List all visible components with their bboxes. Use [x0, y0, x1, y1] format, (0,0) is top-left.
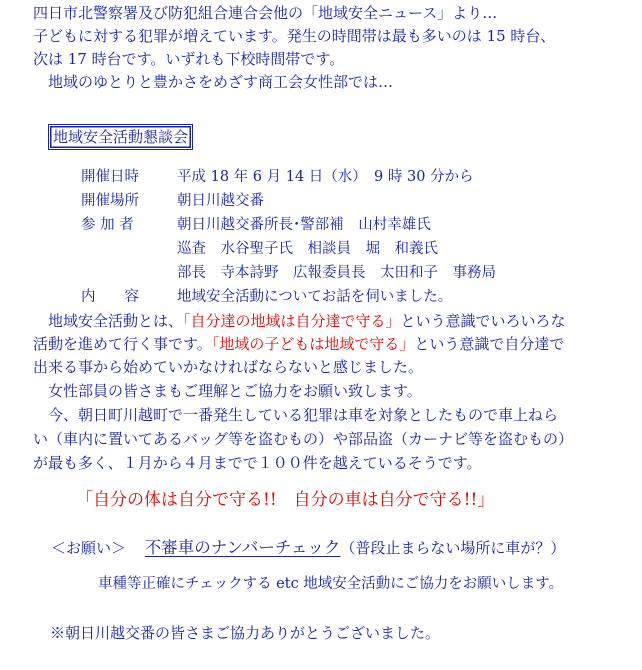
attendee-line-3: 部長 寺本詩野 広報委員長 太田和子 事務局 [177, 265, 496, 281]
content-value: 地域安全活動についてお話を伺いました。 [177, 289, 453, 305]
body-line-4: 女性部員の皆さまもご理解とご協力をお願い致します。 [33, 382, 422, 400]
body-text: 活動を進めて行く事です。 [33, 335, 212, 353]
body-text: という意識で自分達で [414, 335, 565, 353]
quote-own-area: 「自分達の地域は自分達で守る」 [183, 312, 401, 330]
body-line-2 [33, 335, 564, 353]
place-value: 朝日川越交番 [177, 193, 264, 209]
meeting-title: 地域安全活動懇談会 [48, 124, 193, 150]
attendee-line-2: 巡査 水谷聖子氏 相談員 堀 和義氏 [177, 241, 438, 257]
intro-line-2: 子どもに対する犯罪が増えています。発生の時間帯は最も多いのは 15 時台、 [33, 27, 556, 45]
body-line-5: 今、朝日町川越町で一番発生している犯罪は車を対象としたもので車上ねら [33, 406, 559, 424]
quote-children: 「地域の子どもは地域で守る」 [211, 335, 415, 353]
request-detail: 車種等正確にチェックする etc 地域安全活動にご協力をお願いします。 [98, 576, 564, 592]
body-line-1 [33, 312, 566, 330]
intro-line-1: 四日市北警察署及び防犯組合連合会他の「地域安全ニュース」より… [33, 4, 498, 22]
request-line [51, 539, 565, 557]
intro-line-3: 次は 17 時台です。いずれも下校時間帯です。 [33, 50, 345, 68]
thanks-note: ※朝日川越交番の皆さまご協力ありがとうございました。 [50, 624, 441, 642]
attendee-line-1: 朝日川越交番所長･警部補 山村幸雄氏 [177, 217, 431, 233]
request-note: （普段止まらない場所に車が？） [340, 539, 566, 557]
body-line-7: が最も多く、１月から４月までで１００件を越えているそうです。 [33, 454, 482, 472]
content-label: 内 容 [81, 289, 139, 305]
body-text: 地域安全活動とは、 [33, 312, 184, 330]
intro-line-4: 地域のゆとりと豊かさをめざす商工会女性部では… [33, 73, 394, 91]
date-value: 平成 18 年 6 月 14 日（水） 9 時 30 分から [177, 169, 474, 185]
request-label: ＜お願い＞ [51, 539, 127, 557]
body-line-3: 出来る事から始めていかなければならないと感じました。 [33, 358, 424, 376]
attendees-label: 参 加 者 [81, 217, 134, 233]
request-title: 不審車のナンバーチェック [144, 538, 341, 557]
date-label: 開催日時 [81, 169, 139, 185]
place-label: 開催場所 [81, 193, 139, 209]
body-text: という意識でいろいろな [400, 312, 566, 330]
body-line-6: い（車内に置いてあるバッグ等を盗むもの）や部品盗（カーナビ等を盗むもの） [33, 430, 574, 448]
slogan: 「自分の体は自分で守る!! 自分の車は自分で守る!!」 [76, 490, 495, 510]
